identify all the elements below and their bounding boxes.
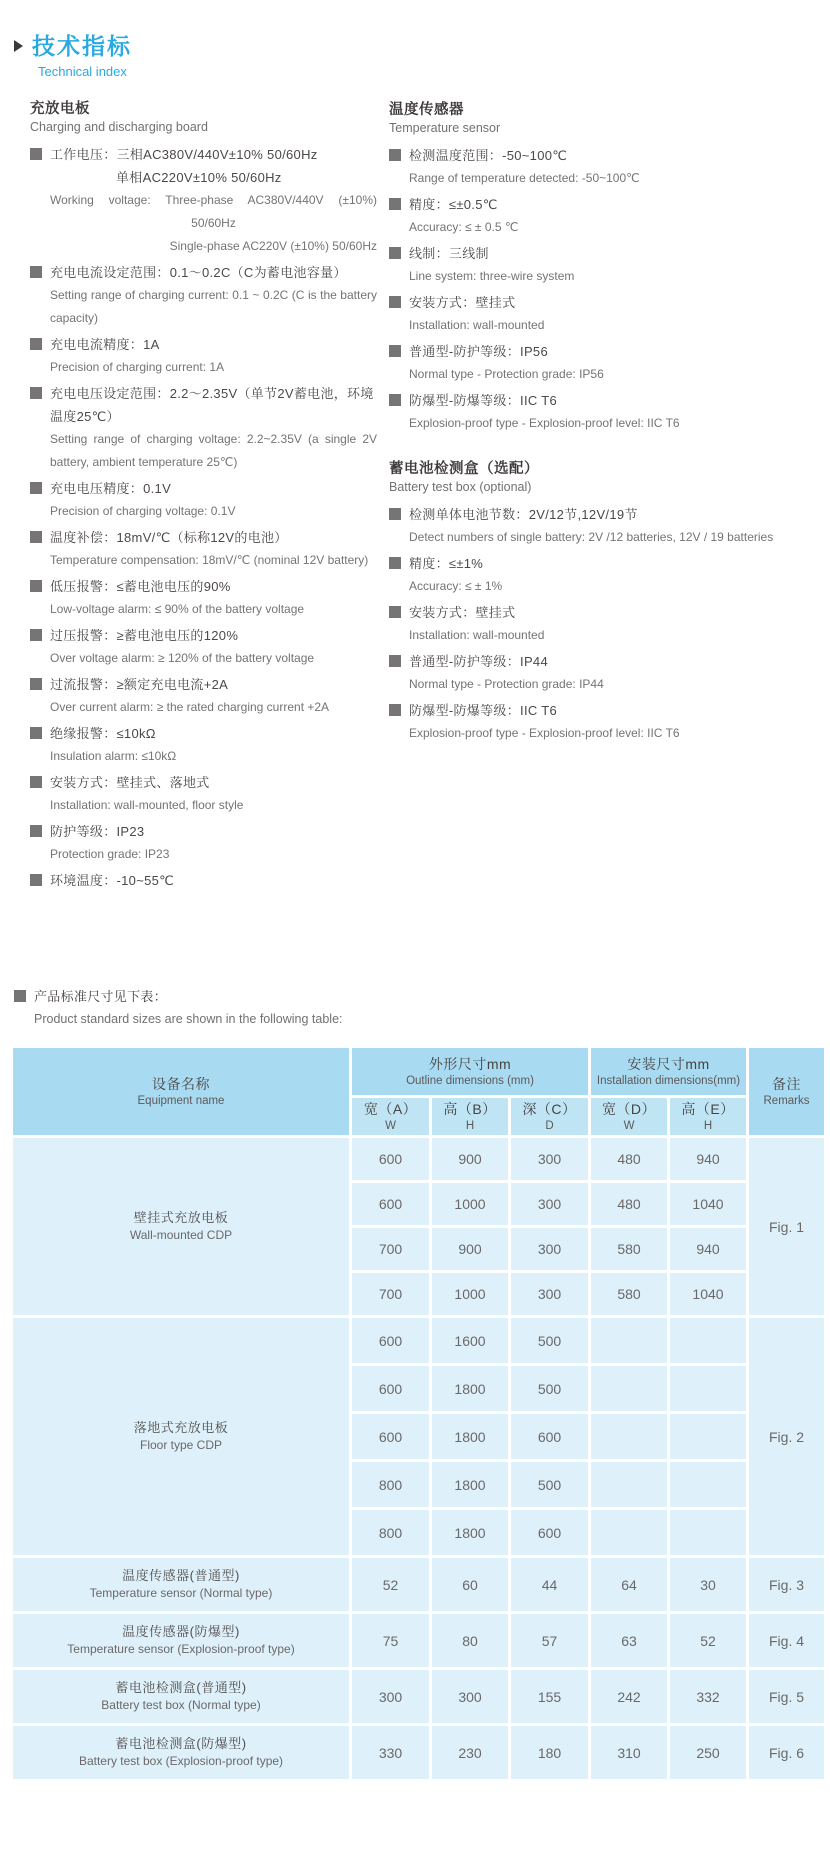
spec-item-en-lines — [389, 575, 797, 598]
spec-item — [30, 526, 377, 572]
size-value-cell: 1800 — [431, 1413, 510, 1461]
spec-item-cn-line — [30, 261, 377, 284]
outline-header-en: Outline dimensions (mm) — [406, 1074, 534, 1087]
spec-item-en-text: Insulation alarm: ≤10kΩ — [50, 749, 177, 763]
spec-item — [30, 771, 377, 817]
spec-item — [30, 477, 377, 523]
size-value-cell: 75 — [351, 1613, 431, 1669]
spec-item-cn-line — [30, 477, 377, 500]
size-value-cell — [669, 1317, 748, 1365]
square-bullet-icon — [30, 387, 42, 399]
size-value-cell: 44 — [510, 1557, 590, 1613]
equipment-name-cell — [12, 1557, 351, 1613]
section-title-cn: 温度传感器 — [389, 102, 464, 118]
spec-item — [389, 144, 797, 190]
spec-item-cn-line — [389, 699, 797, 722]
square-bullet-icon — [30, 531, 42, 543]
spec-item-cn-line — [30, 382, 377, 428]
spec-item — [389, 242, 797, 288]
spec-item-cn-text: 精度：≤±1% — [409, 556, 484, 571]
equipment-name-cn: 壁挂式充放电板 — [133, 1210, 229, 1225]
spec-item-cn-line — [30, 526, 377, 549]
installation-header-cn: 安装尺寸mm — [627, 1055, 710, 1072]
column-charging-board — [30, 97, 377, 908]
spec-item-en-text: Installation: wall-mounted — [409, 318, 545, 332]
spec-item-cn-text: 安装方式：壁挂式、落地式 — [50, 775, 210, 790]
size-value-cell: 940 — [669, 1227, 748, 1272]
square-bullet-icon — [389, 296, 401, 308]
size-value-cell: 600 — [510, 1509, 590, 1557]
spec-item-cn-line — [389, 340, 797, 363]
column-sensor-battery — [389, 97, 797, 761]
table-row — [12, 1317, 826, 1365]
table-note-cn — [14, 985, 830, 1008]
table-header-installation-dimensions — [590, 1047, 748, 1097]
spec-item — [30, 261, 377, 330]
spec-item-cn-text: 绝缘报警：≤10kΩ — [50, 726, 156, 741]
size-value-cell: 80 — [431, 1613, 510, 1669]
table-header-remarks — [748, 1047, 826, 1137]
section-title-en: Temperature sensor — [389, 121, 501, 135]
size-value-cell: 230 — [431, 1725, 510, 1781]
spec-item-en-text: Precision of charging voltage: 0.1V — [50, 504, 236, 518]
size-value-cell: 155 — [510, 1669, 590, 1725]
size-value-cell: 52 — [669, 1613, 748, 1669]
spec-item-cn-text: 充电电压精度：0.1V — [50, 481, 172, 496]
spec-item — [30, 820, 377, 866]
size-value-cell: 300 — [510, 1227, 590, 1272]
page-subtitle: Technical index — [38, 64, 127, 79]
equipment-name-en: Wall-mounted CDP — [129, 1228, 233, 1242]
table-row — [12, 1613, 826, 1669]
table-subheader-cell — [431, 1097, 510, 1137]
size-value-cell: 940 — [669, 1137, 748, 1182]
size-value-cell — [669, 1461, 748, 1509]
spec-item-cn-text: 安装方式：壁挂式 — [409, 295, 516, 310]
size-value-cell: 330 — [351, 1725, 431, 1781]
square-bullet-icon — [389, 655, 401, 667]
spec-item-cn-line — [389, 503, 797, 526]
spec-item-en-lines — [389, 526, 797, 549]
size-value-cell: 900 — [431, 1137, 510, 1182]
spec-item-en-text: Over voltage alarm: ≥ 120% of the battery voltage — [50, 651, 315, 665]
square-bullet-icon — [30, 874, 42, 886]
square-bullet-icon — [389, 508, 401, 520]
size-value-cell: 600 — [351, 1365, 431, 1413]
spec-item-cn-text: 温度补偿：18mV/℃（标称12V的电池） — [50, 530, 288, 545]
spec-item-en-text: Setting range of charging voltage: 2.2~2.35V (a single 2V battery, ambient temperature 25℃) — [50, 432, 377, 469]
spec-item-en-lines — [30, 549, 377, 572]
square-bullet-icon — [30, 629, 42, 641]
table-row — [12, 1669, 826, 1725]
table-note — [14, 985, 830, 1031]
size-value-cell: 600 — [510, 1413, 590, 1461]
size-value-cell: 57 — [510, 1613, 590, 1669]
spec-item-en-lines — [30, 745, 377, 768]
spec-item-en-lines — [389, 167, 797, 190]
table-row — [12, 1557, 826, 1613]
remarks-header-en: Remarks — [763, 1094, 810, 1107]
spec-item-en-text: Over current alarm: ≥ the rated charging current +2A — [50, 700, 330, 714]
equipment-name-cn: 温度传感器(普通型) — [122, 1568, 240, 1583]
remark-cell: Fig. 6 — [748, 1725, 826, 1781]
section-charging-board — [30, 97, 377, 892]
page-title: 技术指标 — [32, 33, 132, 59]
spec-item-en-text: Normal type - Protection grade: IP44 — [409, 677, 604, 691]
spec-item-en-text: Accuracy: ≤ ± 1% — [409, 579, 503, 593]
size-value-cell: 300 — [510, 1137, 590, 1182]
section-battery-test-box — [389, 457, 797, 745]
spec-item-en-text: Single-phase AC220V (±10%) 50/60Hz — [169, 239, 377, 253]
dimension-subheader-en: W — [385, 1119, 396, 1132]
spec-item-en-lines — [389, 412, 797, 435]
table-note-en: Product standard sizes are shown in the following table: — [34, 1012, 343, 1026]
table-subheader-cell — [351, 1097, 431, 1137]
spec-item-en-text: 50/60Hz — [191, 216, 236, 230]
equipment-name-cn: 落地式充放电板 — [133, 1420, 229, 1435]
square-bullet-icon — [30, 482, 42, 494]
equipment-name-en: Floor type CDP — [139, 1438, 223, 1452]
equipment-name-cn: 温度传感器(防爆型) — [122, 1624, 240, 1639]
size-value-cell: 60 — [431, 1557, 510, 1613]
spec-item-en-text: Working voltage: Three-phase AC380V/440V (±10%) — [50, 193, 377, 207]
equipment-name-cell — [12, 1317, 351, 1557]
table-subheader-cell — [590, 1097, 669, 1137]
spec-list-battery-test-box — [389, 503, 797, 745]
size-value-cell: 300 — [510, 1182, 590, 1227]
size-value-cell: 1000 — [431, 1182, 510, 1227]
spec-item-cn-text: 防爆型-防爆等级：IIC T6 — [409, 393, 557, 408]
size-value-cell: 700 — [351, 1227, 431, 1272]
size-value-cell — [590, 1461, 669, 1509]
size-value-cell: 180 — [510, 1725, 590, 1781]
size-value-cell: 250 — [669, 1725, 748, 1781]
spec-item-cn-text: 充电电流设定范围：0.1～0.2C（C为蓄电池容量） — [50, 265, 347, 280]
square-bullet-icon — [30, 825, 42, 837]
size-value-cell: 480 — [590, 1137, 669, 1182]
square-bullet-icon — [389, 704, 401, 716]
spec-item-cn-text: 过压报警：≥蓄电池电压的120% — [50, 628, 239, 643]
spec-item — [30, 673, 377, 719]
dimension-subheader-en: H — [703, 1119, 713, 1132]
outline-header-cn: 外形尺寸mm — [428, 1055, 512, 1072]
spec-item-cn-line — [30, 722, 377, 745]
spec-item-en-text: Installation: wall-mounted — [409, 628, 545, 642]
size-value-cell: 580 — [590, 1272, 669, 1317]
square-bullet-icon — [30, 338, 42, 350]
equipment-name-cell — [12, 1613, 351, 1669]
spec-item-cn-line — [389, 193, 797, 216]
product-size-table — [10, 1045, 827, 1782]
page-title-row — [14, 28, 830, 61]
dimension-subheader-cn: 深（C） — [522, 1100, 577, 1117]
size-value-cell: 600 — [351, 1182, 431, 1227]
square-bullet-icon — [30, 266, 42, 278]
spec-item-cn-line — [30, 575, 377, 598]
size-value-cell: 1800 — [431, 1461, 510, 1509]
remark-cell: Fig. 3 — [748, 1557, 826, 1613]
square-bullet-icon — [389, 149, 401, 161]
spec-item-cn-text: 环境温度：-10~55℃ — [50, 873, 175, 888]
size-value-cell — [590, 1317, 669, 1365]
spec-item-cn-line — [389, 650, 797, 673]
square-bullet-icon — [389, 394, 401, 406]
spec-item-cn-line — [30, 820, 377, 843]
spec-item — [389, 389, 797, 435]
spec-item — [389, 699, 797, 745]
spec-item-cn-line — [30, 771, 377, 794]
equipment-name-en: Temperature sensor (Explosion-proof type) — [67, 1642, 295, 1656]
square-bullet-icon — [30, 580, 42, 592]
spec-item-en-lines — [389, 673, 797, 696]
spec-item-en-lines — [30, 843, 377, 866]
spec-item — [30, 722, 377, 768]
spec-item-en-lines — [30, 647, 377, 670]
equipment-name-cn: 蓄电池检测盒(普通型) — [115, 1680, 247, 1695]
spec-item — [30, 869, 377, 892]
spec-item-cn-line — [389, 389, 797, 412]
spec-item-cn-line — [30, 869, 377, 892]
equipment-name-en: Battery test box (Explosion-proof type) — [78, 1754, 284, 1768]
square-bullet-icon — [389, 198, 401, 210]
size-value-cell: 300 — [351, 1669, 431, 1725]
table-subheader-cell — [510, 1097, 590, 1137]
spec-item-cn-text: 安装方式：壁挂式 — [409, 605, 516, 620]
spec-item-cn-text: 过流报警：≥额定充电电流+2A — [50, 677, 229, 692]
spec-item-en-text: Low-voltage alarm: ≤ 90% of the battery voltage — [50, 602, 305, 616]
size-value-cell: 700 — [351, 1272, 431, 1317]
square-bullet-icon — [30, 776, 42, 788]
spec-item-cn-text: 充电电流精度：1A — [50, 337, 160, 352]
page-header — [0, 0, 830, 79]
size-value-cell: 580 — [590, 1227, 669, 1272]
equipment-name-cell — [12, 1725, 351, 1781]
spec-item — [389, 650, 797, 696]
spec-item — [30, 624, 377, 670]
size-value-cell — [669, 1509, 748, 1557]
size-value-cell: 242 — [590, 1669, 669, 1725]
spec-item-cn-text: 精度：≤±0.5℃ — [409, 197, 498, 212]
size-value-cell: 900 — [431, 1227, 510, 1272]
spec-item-cn-text: 线制：三线制 — [409, 246, 489, 261]
size-value-cell: 500 — [510, 1317, 590, 1365]
spec-item-en-text: Accuracy: ≤ ± 0.5 ℃ — [409, 220, 519, 234]
spec-item-cn-text: 检测单体电池节数：2V/12节,12V/19节 — [409, 507, 638, 522]
dimension-subheader-en: W — [623, 1119, 635, 1132]
table-header-equipment — [12, 1047, 351, 1137]
spec-list-charging-board — [30, 143, 377, 892]
size-value-cell — [590, 1365, 669, 1413]
right-triangle-icon — [14, 40, 23, 52]
table-note-cn-text: 产品标准尺寸见下表： — [34, 989, 168, 1004]
size-value-cell: 1040 — [669, 1182, 748, 1227]
installation-header-en: Installation dimensions(mm) — [596, 1074, 741, 1087]
remark-cell: Fig. 5 — [748, 1669, 826, 1725]
size-value-cell: 800 — [351, 1509, 431, 1557]
spec-item-en-lines — [389, 722, 797, 745]
spec-item-cn-text: 防爆型-防爆等级：IIC T6 — [409, 703, 557, 718]
spec-item-cn-line — [30, 333, 377, 356]
section-title-en: Charging and discharging board — [30, 120, 208, 134]
spec-item-en-text: Temperature compensation: 18mV/℃ (nominal 12V battery) — [50, 553, 369, 567]
size-value-cell: 500 — [510, 1461, 590, 1509]
spec-item-en-text: Installation: wall-mounted, floor style — [50, 798, 244, 812]
spec-item-cn-second-line: 单相AC220V±10% 50/60Hz — [116, 170, 282, 185]
spec-item-cn-line — [389, 291, 797, 314]
size-value-cell: 600 — [351, 1137, 431, 1182]
size-value-cell: 310 — [590, 1725, 669, 1781]
size-value-cell: 1040 — [669, 1272, 748, 1317]
spec-item — [389, 340, 797, 386]
spec-item — [30, 143, 377, 258]
spec-item-en-text: Protection grade: IP23 — [50, 847, 170, 861]
dimension-subheader-cn: 宽（A） — [363, 1100, 418, 1117]
spec-item-en-text: Precision of charging current: 1A — [50, 360, 225, 374]
dimension-subheader-en: D — [545, 1119, 554, 1132]
spec-item-en-lines — [30, 356, 377, 379]
square-bullet-icon — [389, 247, 401, 259]
square-bullet-icon — [30, 727, 42, 739]
dimension-subheader-cn: 高（B） — [443, 1100, 497, 1117]
spec-item-en-lines — [30, 794, 377, 817]
spec-item-en-lines — [30, 284, 377, 330]
spec-item-en-lines — [389, 265, 797, 288]
equipment-header-cn: 设备名称 — [152, 1075, 210, 1092]
spec-item-en-text: Detect numbers of single battery: 2V /12 batteries, 12V / 19 batteries — [409, 530, 774, 544]
size-value-cell: 500 — [510, 1365, 590, 1413]
dimension-subheader-cn: 高（E） — [681, 1100, 735, 1117]
size-value-cell — [669, 1365, 748, 1413]
spec-item — [389, 193, 797, 239]
size-value-cell: 600 — [351, 1317, 431, 1365]
spec-item-cn-line — [30, 673, 377, 696]
square-bullet-icon — [389, 557, 401, 569]
section-title-cn: 充放电板 — [30, 101, 90, 117]
spec-item-en-lines — [30, 696, 377, 719]
spec-item-en-text: Explosion-proof type - Explosion-proof level: IIC T6 — [409, 726, 680, 740]
table-row — [12, 1137, 826, 1182]
remark-cell: Fig. 1 — [748, 1137, 826, 1317]
spec-item — [389, 291, 797, 337]
square-bullet-icon — [30, 148, 42, 160]
spec-item-en-lines — [30, 189, 377, 258]
size-value-cell: 332 — [669, 1669, 748, 1725]
spec-item-cn-text: 普通型-防护等级：IP44 — [409, 654, 548, 669]
spec-item-en-lines — [389, 314, 797, 337]
remark-cell: Fig. 4 — [748, 1613, 826, 1669]
size-value-cell: 800 — [351, 1461, 431, 1509]
spec-item-cn-line — [389, 144, 797, 167]
size-value-cell: 64 — [590, 1557, 669, 1613]
spec-item-en-lines — [389, 216, 797, 239]
size-value-cell: 480 — [590, 1182, 669, 1227]
spec-item-en-text: Line system: three-wire system — [409, 269, 575, 283]
size-value-cell — [669, 1413, 748, 1461]
table-header-outline-dimensions — [351, 1047, 590, 1097]
section-temperature-sensor — [389, 98, 797, 435]
spec-item-cn-line — [30, 624, 377, 647]
spec-item-en-text: Normal type - Protection grade: IP56 — [409, 367, 604, 381]
spec-columns — [0, 79, 830, 965]
size-value-cell: 1800 — [431, 1365, 510, 1413]
spec-item-cn-line — [389, 552, 797, 575]
remark-cell: Fig. 2 — [748, 1317, 826, 1557]
size-value-cell: 300 — [431, 1669, 510, 1725]
size-value-cell: 30 — [669, 1557, 748, 1613]
size-value-cell: 600 — [351, 1413, 431, 1461]
size-value-cell: 1600 — [431, 1317, 510, 1365]
spec-item-en-lines — [389, 363, 797, 386]
size-value-cell: 1000 — [431, 1272, 510, 1317]
equipment-name-cell — [12, 1137, 351, 1317]
dimension-subheader-cn: 宽（D） — [601, 1100, 657, 1117]
equipment-name-cn: 蓄电池检测盒(防爆型) — [115, 1736, 247, 1751]
spec-item — [389, 503, 797, 549]
spec-item-cn-text: 充电电压设定范围：2.2～2.35V（单节2V蓄电池，环境温度25℃） — [50, 386, 374, 424]
table-row — [12, 1725, 826, 1781]
square-bullet-icon — [30, 678, 42, 690]
spec-item — [30, 575, 377, 621]
spec-item-en-lines — [389, 624, 797, 647]
size-value-cell — [590, 1413, 669, 1461]
spec-item-cn-text: 检测温度范围：-50~100℃ — [409, 148, 568, 163]
size-value-cell — [590, 1509, 669, 1557]
spec-item-cn-text: 普通型-防护等级：IP56 — [409, 344, 548, 359]
size-value-cell: 63 — [590, 1613, 669, 1669]
spec-item — [389, 601, 797, 647]
square-bullet-icon — [389, 606, 401, 618]
spec-item-en-lines — [30, 428, 377, 474]
size-value-cell: 52 — [351, 1557, 431, 1613]
square-bullet-icon — [14, 990, 26, 1002]
spec-item-en-lines — [30, 598, 377, 621]
spec-item-en-text: Explosion-proof type - Explosion-proof level: IIC T6 — [409, 416, 680, 430]
equipment-name-en: Temperature sensor (Normal type) — [89, 1586, 273, 1600]
square-bullet-icon — [389, 345, 401, 357]
spec-item-cn-text: 低压报警：≤蓄电池电压的90% — [50, 579, 231, 594]
spec-item-cn-line — [30, 143, 377, 166]
size-value-cell: 1800 — [431, 1509, 510, 1557]
spec-item — [30, 333, 377, 379]
spec-item-cn-text: 工作电压：三相AC380V/440V±10% 50/60Hz — [50, 147, 318, 162]
spec-item — [389, 552, 797, 598]
table-subheader-cell — [669, 1097, 748, 1137]
spec-item-cn-line — [389, 242, 797, 265]
equipment-name-en: Battery test box (Normal type) — [101, 1698, 261, 1712]
equipment-name-cell — [12, 1669, 351, 1725]
equipment-header-en: Equipment name — [137, 1094, 225, 1107]
spec-item-en-lines — [30, 500, 377, 523]
size-value-cell: 300 — [510, 1272, 590, 1317]
remarks-header-cn: 备注 — [772, 1075, 802, 1092]
spec-item-en-text: Range of temperature detected: -50~100℃ — [409, 171, 640, 185]
spec-item-cn-text: 防护等级：IP23 — [50, 824, 145, 839]
spec-item — [30, 382, 377, 474]
section-title-en: Battery test box (optional) — [389, 480, 532, 494]
dimension-subheader-en: H — [465, 1119, 475, 1132]
section-title-cn: 蓄电池检测盒（选配） — [389, 461, 539, 477]
spec-item-cn-line — [389, 601, 797, 624]
spec-item-en-text: Setting range of charging current: 0.1 ~ 0.2C (C is the battery capacity) — [50, 288, 377, 325]
spec-list-temperature-sensor — [389, 144, 797, 435]
